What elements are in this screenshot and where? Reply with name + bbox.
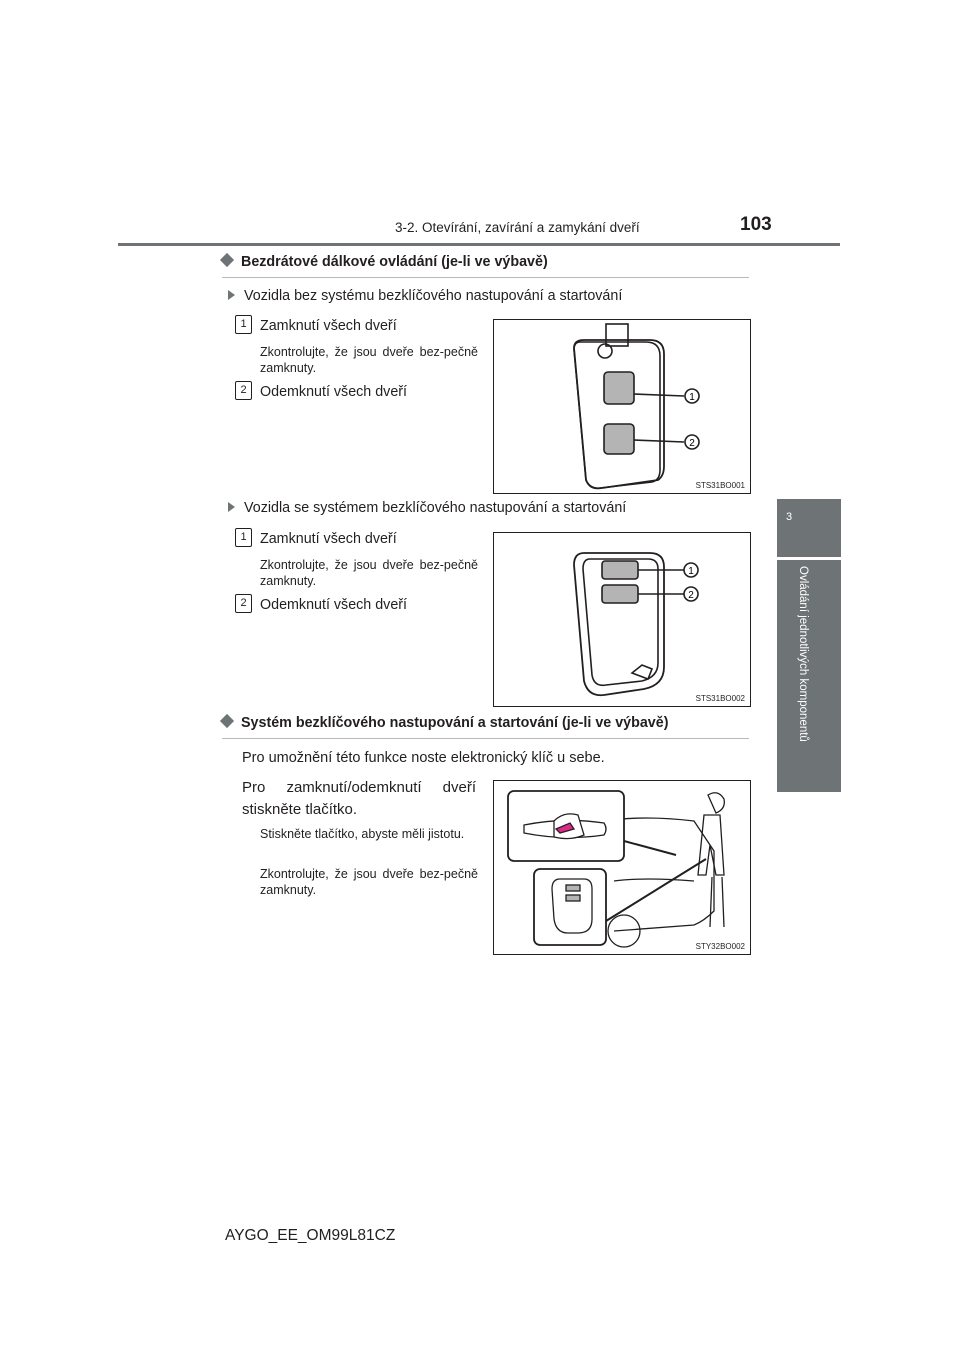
section-note: Stiskněte tlačítko, abyste měli jistotu. (260, 827, 465, 841)
chapter-number: 3 (786, 511, 793, 523)
page-number: 103 (740, 214, 772, 235)
item-number-badge: 2 (235, 594, 252, 613)
document-code-footer: AYGO_EE_OM99L81CZ (225, 1227, 396, 1244)
figure-code: STS31BO002 (695, 694, 745, 703)
callout-2: 2 (689, 438, 695, 449)
item-note: Zkontrolujte, že jsou dveře bez-pečně zamknuty. (260, 345, 478, 375)
section-instruction: Pro zamknutí/odemknutí dveří stiskněte tlačítko. (242, 779, 476, 818)
item-label: Odemknutí všech dveří (260, 597, 408, 613)
chapter-title: Ovládání jednotlivých komponentů (797, 566, 809, 742)
section-heading-text: Systém bezklíčového nastupování a startování (je-li ve výbavě) (241, 715, 669, 731)
door-handle-illustration (494, 781, 750, 954)
item-number-badge: 2 (235, 381, 252, 400)
callout-1: 1 (689, 392, 695, 403)
section-heading-rule (222, 277, 749, 278)
section-heading (222, 715, 668, 731)
triangle-bullet-icon (228, 502, 235, 512)
callout-1: 1 (688, 566, 694, 577)
variant-title (228, 500, 626, 516)
triangle-bullet-icon (228, 290, 235, 300)
callout-2: 2 (688, 590, 694, 601)
item-note: Zkontrolujte, že jsou dveře bez-pečně zamknuty. (260, 558, 478, 588)
variant-title-text: Vozidla bez systému bezklíčového nastupování a startování (244, 288, 623, 304)
figure-flip-key (493, 319, 751, 494)
item-number-badge: 1 (235, 528, 252, 547)
section-note: Zkontrolujte, že jsou dveře bez-pečně zamknuty. (260, 867, 478, 897)
figure-smart-key (493, 532, 751, 707)
section-heading (222, 254, 548, 270)
variant-title-text: Vozidla se systémem bezklíčového nastupování a startování (244, 500, 627, 516)
diamond-bullet-icon (220, 253, 234, 267)
smart-key-illustration (494, 533, 750, 706)
item-label: Zamknutí všech dveří (260, 318, 397, 334)
chapter-tab (777, 499, 841, 557)
figure-code: STY32BO002 (695, 942, 745, 951)
section-heading-rule (222, 738, 749, 739)
diamond-bullet-icon (220, 714, 234, 728)
section-intro: Pro umožnění této funkce noste elektronický klíč u sebe. (242, 750, 605, 766)
figure-code: STS31BO001 (695, 481, 745, 490)
variant-title (228, 288, 622, 304)
section-heading-text: Bezdrátové dálkové ovládání (je-li ve výbavě) (241, 254, 548, 270)
header-rule (118, 243, 840, 246)
item-label: Zamknutí všech dveří (260, 531, 397, 547)
chapter-side-tab (777, 560, 841, 792)
running-header-section: 3-2. Otevírání, zavírání a zamykání dveří (395, 220, 640, 235)
figure-door-handle (493, 780, 751, 955)
flip-key-illustration (494, 320, 750, 493)
item-number-badge: 1 (235, 315, 252, 334)
item-label: Odemknutí všech dveří (260, 384, 408, 400)
